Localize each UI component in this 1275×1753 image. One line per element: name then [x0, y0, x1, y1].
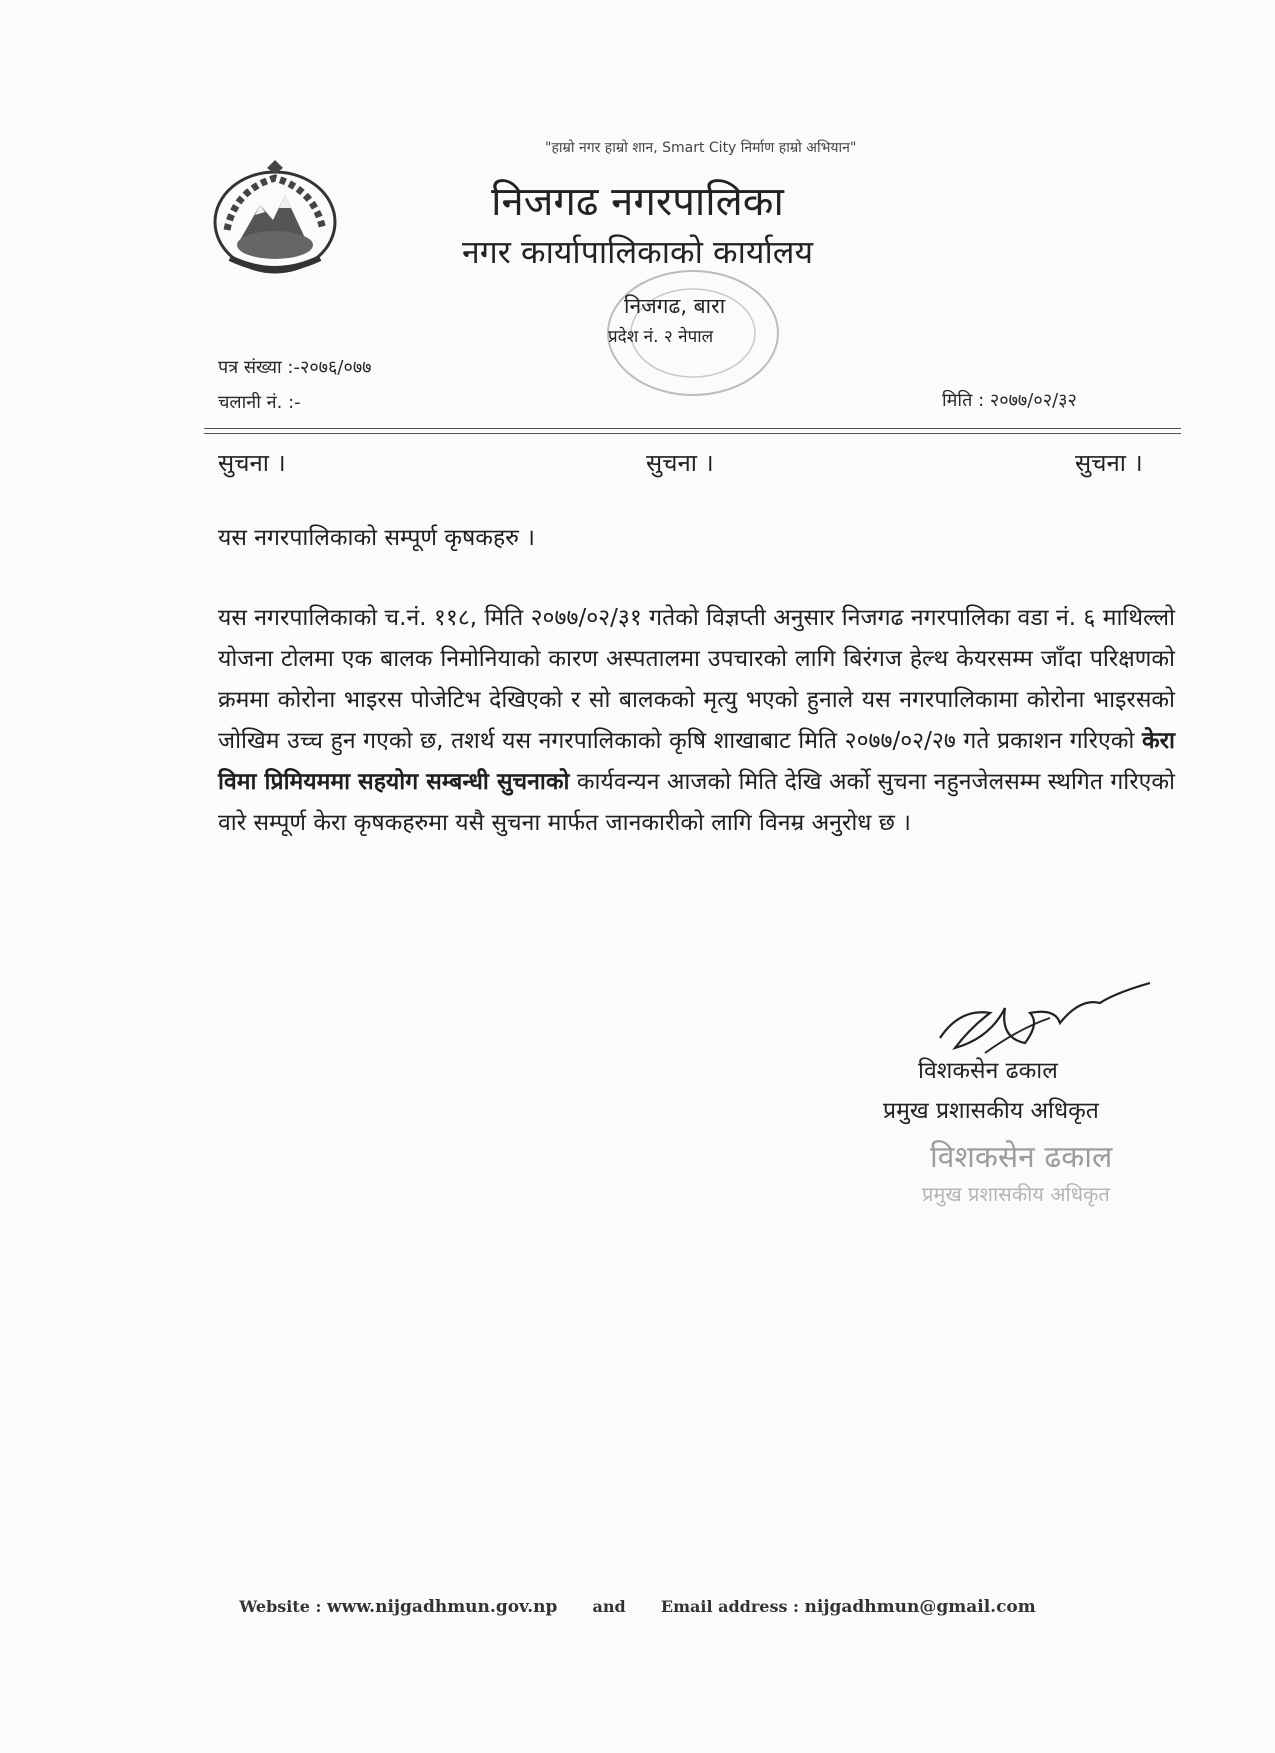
body-text-end: कार्यवन्यन आजको मिति देखि अर्को सुचना नहुनजेलसम्म स्थगित गरिएको वारे सम्पूर्ण केरा कृषकहरुमा यसै सुचना मार्फत जानकारीको लागि विनम्र अनुरोध छ । — [218, 769, 1176, 836]
office-subtitle: नगर कार्यापालिकाको कार्यालय — [461, 233, 814, 271]
notice-heading-right: सुचना । — [1075, 449, 1143, 477]
notice-heading-center: सुचना । — [646, 449, 714, 477]
body-bold-text: केरा विमा प्रिमियममा सहयोग सम्बन्धी सुचनाको — [218, 728, 1176, 795]
footer — [0, 1597, 1275, 1617]
address-line1: निजगढ, बारा — [624, 294, 726, 318]
letter-number: पत्र संख्या :-२०७६/०७७ — [218, 357, 372, 378]
divider — [204, 428, 1181, 429]
email-label: Email address : — [660, 1597, 799, 1616]
divider — [204, 433, 1181, 434]
notice-heading-left: सुचना । — [218, 449, 286, 477]
body-text: यस नगरपालिकाको च.नं. ११८, मिति २०७७/०२/३१ गतेको विज्ञप्ती अनुसार निजगढ नगरपालिका वडा नं. ६ माथिल्लो योजना टोलमा एक बालक निमोनियाको कारण अस्पतालमा उपचारको लागि बिरंगज हेल्थ केयरसम्म जाँदा परिक्षणको क्रममा कोरोना भाइरस पोजेटिभ देखिएको र सो बालकको मृत्यु भएको हुनाले यस नगरपालिकामा कोरोना भाइरसको जोखिम उच्च हुन गएको छ, तशर्थ यस नगरपालिकाको कृषि शाखाबाट मिति २०७७/०२/२७ गते प्रकाशन गरिएको — [218, 605, 1175, 754]
website-link[interactable]: www.nijgadhmun.gov.np — [326, 1597, 558, 1617]
office-name: निजगढ नगरपालिका — [491, 179, 784, 225]
name-stamp: विशकसेन ढकाल — [930, 1140, 1113, 1175]
signatory-title: प्रमुख प्रशासकीय अधिकृत — [883, 1098, 1099, 1124]
email-link[interactable]: nijgadhmun@gmail.com — [804, 1597, 1036, 1617]
footer-joiner: and — [592, 1597, 626, 1616]
website-label: Website : — [239, 1597, 322, 1616]
dispatch-number: चलानी नं. :- — [218, 392, 301, 413]
title-stamp: प्रमुख प्रशासकीय अधिकृत — [922, 1182, 1110, 1206]
signatory-name: विशकसेन ढकाल — [918, 1058, 1058, 1084]
notice-body — [218, 598, 1175, 844]
address-line2: प्रदेश नं. २ नेपाल — [608, 327, 714, 347]
date: मिति : २०७७/०२/३२ — [942, 390, 1077, 411]
slogan: "हाम्रो नगर हाम्रो शान, Smart City निर्माण हाम्रो अभियान" — [545, 140, 857, 156]
addressee: यस नगरपालिकाको सम्पूर्ण कृषकहरु । — [218, 525, 535, 551]
